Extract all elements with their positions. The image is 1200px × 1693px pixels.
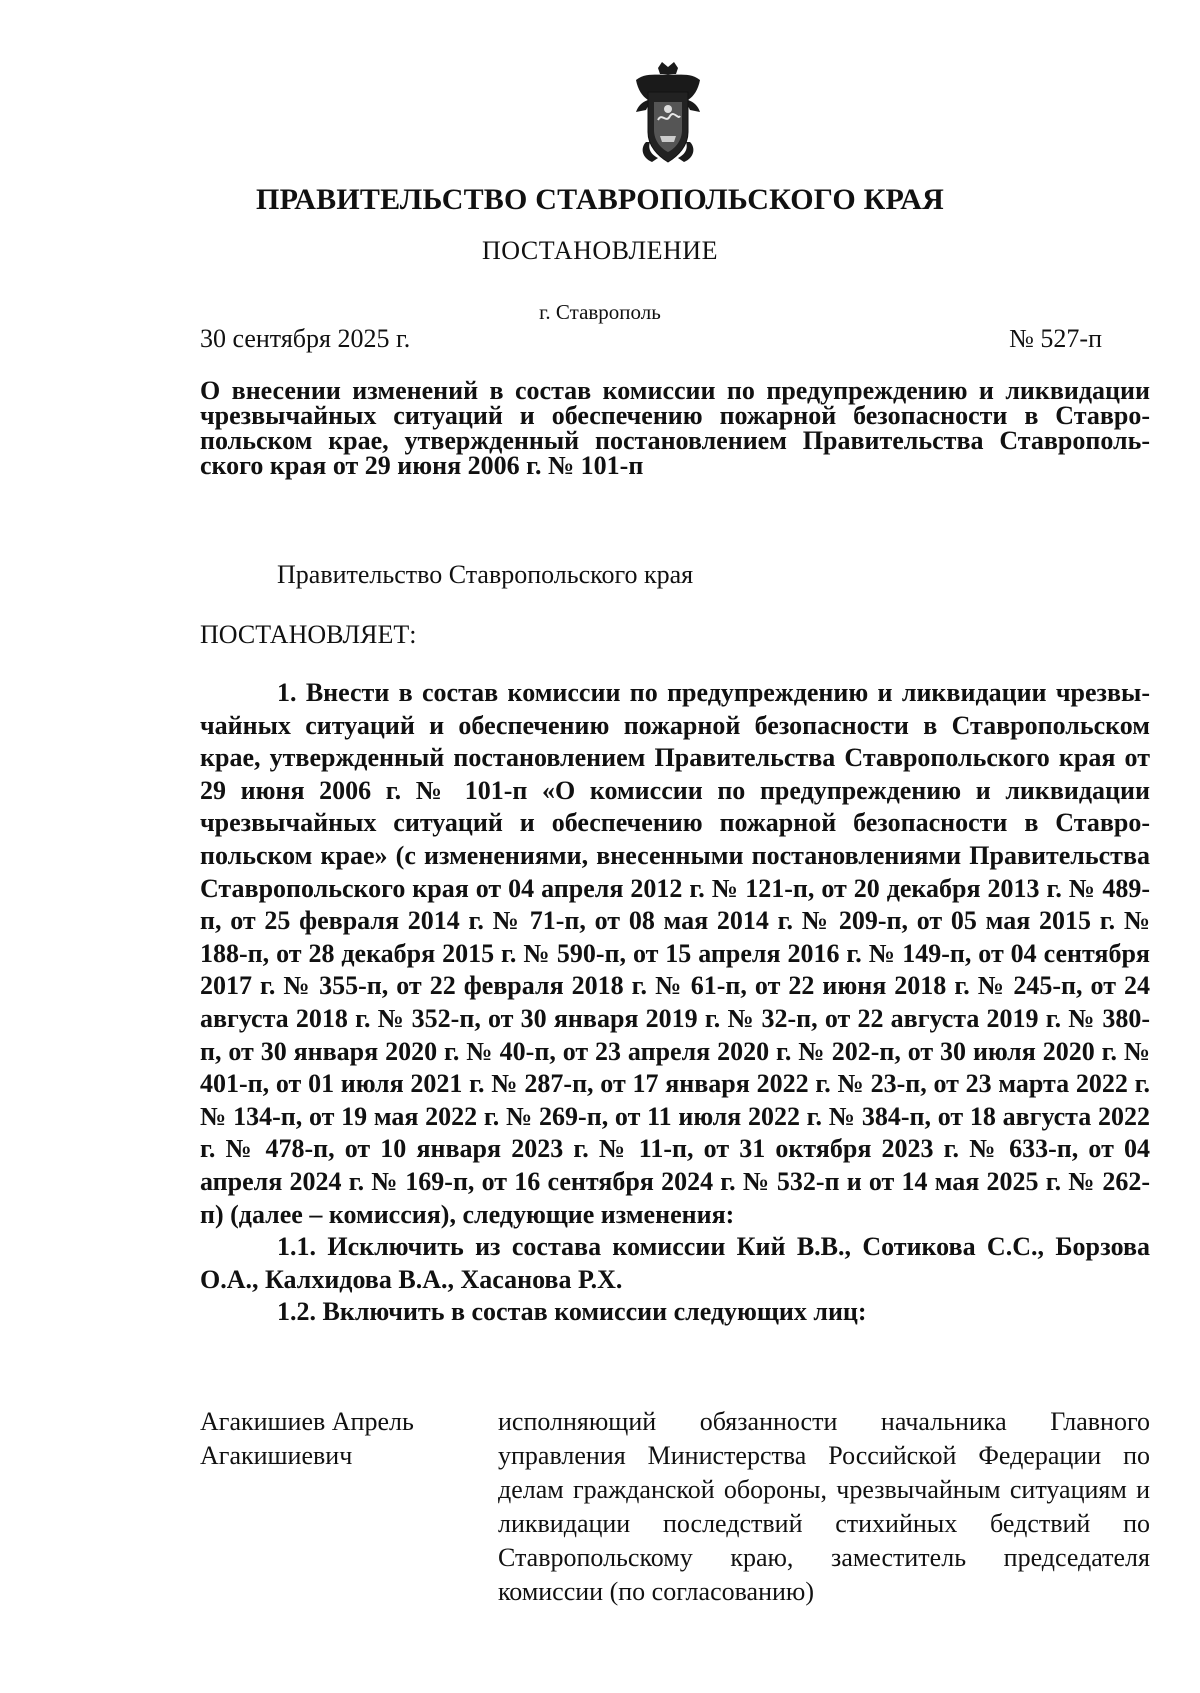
paragraph-1: 1. Внести в состав комиссии по предупреждению и ликвидации чрезвычайных ситуаций и обеспечению пожарной безопасности в Ставропольском крае, утвержденный постановлением Правительства Ставропольского края от 29 июня 2006 г. № 101-п «О комиссии по предупреждению и ликвидации чрезвычайных ситуаций и обеспечению пожарной безопасности в Ставропольском крае» (с изменениями, внесенными постановлениями Правительства Ставропольского края от 04 апреля 2012 г. № 121-п, от 20 декабря 2013 г. № 489-п, от 25 февраля 2014 г. № 71-п, от 08 мая 2014 г. № 209-п, от 05 мая 2015 г. № 188-п, от 28 декабря 2015 г. № 590-п, от 15 апреля 2016 г. № 149-п, от 04 сентября 2017 г. № 355-п, от 22 февраля 2018 г. № 61-п, от 22 июня 2018 г. № 245-п, от 24 августа 2018 г. № 352-п, от 30 января 2019 г. № 32-п, от 22 августа 2019 г. № 380-п, от 30 января 2020 г. № 40-п, от 23 апреля 2020 г. № 202-п, от 30 июля 2020 г. № 401-п, от 01 июля 2021 г. № 287-п, от 17 января 2022 г. № 23-п, от 23 марта 2022 г. № 134-п, от 19 мая 2022 г. № 269-п, от 11 июля 2022 г. № 384-п, от 18 августа 2022 г. № 478-п, от 10 января 2023 г. № 11-п, от 31 октября 2023 г. № 633-п, от 04 апреля 2024 г. № 169-п, от 16 сентября 2024 г. № 532-п и от 14 мая 2025 г. № 262-п) (далее – комиссия), следующие изменения: [200,678,1150,1229]
preamble-resolves: ПОСТАНОВЛЯЕТ: [200,620,417,649]
document-city: г. Ставрополь [539,300,661,324]
document-type: ПОСТАНОВЛЕНИЕ [482,236,718,265]
paragraph-1-2: 1.2. Включить в состав комиссии следующих лиц: [277,1297,867,1327]
member-description: исполняющий обязанности начальника Главного управления Министерства Российской Федерации по делам гражданской обороны, чрезвычайным ситуациям и ликвидации последствий стихийных бедствий по Ставропольскому краю, заместитель председателя комиссии (по согласованию) [498,1407,1150,1606]
preamble-government-name: Правительство Ставропольского края [277,560,694,589]
stavropol-coat-of-arms-icon [628,62,708,166]
document-date: 30 сентября 2025 г. [200,324,411,353]
resolution-body [200,677,1150,1329]
member-name: Агакишиев Апрель Агакишиевич [200,1407,414,1470]
paragraph-1-1: 1.1. Исключить из состава комиссии Кий В.В., Сотикова С.С., Борзова О.А., Калхидова В.А., Хасанова Р.Х. [200,1232,1150,1294]
document-number: № 527-п [1009,324,1102,353]
government-title: ПРАВИТЕЛЬСТВО СТАВРОПОЛЬСКОГО КРАЯ [256,183,944,216]
document-subject: О внесении изменений в состав комиссии по предупреждению и ликвидации чрезвычайных ситуаций и обеспечению пожарной безопасности в Ставропольском крае, утвержденный постановлением Правительства Ставропольского края от 29 июня 2006 г. № 101-п [200,376,1150,480]
